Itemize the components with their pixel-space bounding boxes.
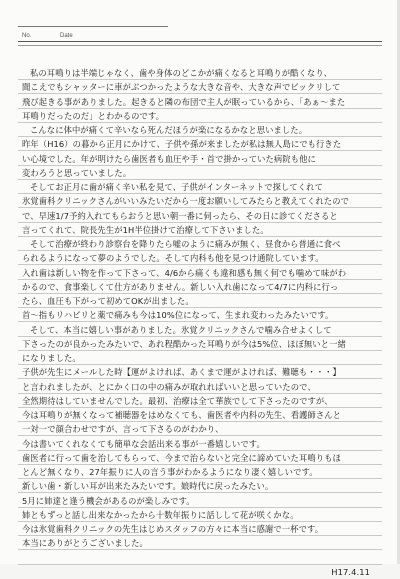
letter-date: H17.4.11	[331, 566, 370, 577]
header-top-line	[18, 26, 168, 27]
letter-line: 本当にありがとうございました。	[22, 538, 148, 549]
letter-line: 子供が先生にメールした時【運がよければ、あくまで運がよければ、難聴も・・・】	[22, 367, 341, 378]
letter-line: 全然期待はしていませんでした。最初、治療は全て華族でして下さったのですが、	[22, 395, 333, 406]
letter-line: 昨年（H16）の暮から正月にかけて、子供や孫が来ましたが私は無人島にでも行きた	[22, 139, 342, 150]
letter-line: と言われましたが、とにかく口の中の痛みが取れればいいと思っていたので、	[22, 381, 316, 392]
letter-line: 新しい歯・新しい耳が出来たみたいです。娘時代に戻ったみたい。	[22, 481, 274, 492]
letter-line: こんなに体中が痛くて辛いなら死んだほうが楽になるかなと思いました。	[30, 125, 308, 135]
letter-line: 今は書いてくれなくても簡単な会話出来る事が一番嬉しいです。	[22, 438, 265, 449]
letter-line: 5月に姉達と逢う機会があるのが楽しみです。	[22, 495, 195, 506]
date-label: Date	[60, 33, 73, 39]
header-second-line	[18, 45, 382, 46]
letter-line: 飛び起きる事がありました。起きると隣の布団で主人が眠っているから、「あぁ～また	[22, 96, 346, 107]
letter-line: 言ってくれて、院長先生が1H半位掛けて治療して下さいました。	[22, 224, 269, 235]
letter-line: 一対一で顔合わせですが、言って下さるのがわかり、	[22, 424, 224, 435]
letter-line: 今は耳鳴りが無くなって補聴器をはめなくても、歯医者や内科の先生、看護師さんと	[22, 410, 342, 420]
letter-line: 変わろうと思っていました。	[22, 167, 132, 178]
letter-line: られるようになって夢のようでした。そして内科も他を見つけ通院しています。	[22, 253, 324, 264]
letter-line: 姉ともずっと話し出来なかったから十数年振りに話しして花が咲くかな。	[22, 509, 299, 520]
letter-line	[22, 551, 382, 565]
letter-line: 私の耳鳴りは半端じゃなく、歯や身体のどこかが痛くなると耳鳴りが酷くなり、	[30, 68, 333, 78]
letter-line: 歯医者に行って歯を治してもらって、今まで治らないと完全に諦めていた耳鳴りもほ	[22, 452, 341, 463]
letter-line: 耳鳴りだったのだ」とわかるのです。	[22, 110, 165, 121]
letter-line: そして、本当に嬉しい事がありました。氷覚クリニックさんで噛み合せよくして	[30, 324, 332, 335]
letter-line: とんど無くなり、27年振りに人の言う事がわかるようになり凄く嬉しいです。	[22, 467, 318, 477]
letter-line: 氷覚歯科クリニックさんがいいみたいだから一度お願いしてみたらと教えてくれたので	[22, 196, 349, 207]
letter-line: 入れ歯は新しい物を作って下さって、4/6から痛くも違和感も無く何でも噛めて味がわ	[22, 267, 347, 278]
letter-line: そして治療が終わり診察台を降りたら嘘のように痛みが無く、昼食から普通に食べ	[30, 239, 341, 249]
letter-line: で、早速1/7予約入れてもらおうと思い朝一番に伺ったら、その日に診てくださると	[22, 210, 338, 221]
letter-line: 首～指もリハビリと薬で痛みも今は10%位になって、生まれ変わったみたいです。	[22, 310, 334, 321]
letter-line: 今は氷覚歯科クリニックの先生はじめスタッフの方々に本当に感謝で一杯です。	[22, 524, 324, 534]
no-label: No.	[22, 33, 32, 39]
letter-line: たら、血圧も下がって初めてOKが出ました。	[22, 296, 194, 306]
letter-body	[22, 66, 382, 579]
letter-line: 聞こえでもシャッターに車がぶつかったような大きな音や、大きな声でビックリして	[22, 82, 341, 93]
header-underline	[18, 41, 382, 42]
letter-line: そしてお正月に歯が痛く辛い私を見て、子供がインターネットで探してくれて	[30, 182, 323, 192]
letter-line: 下さったのが良かったみたいで、あれ程酷かった耳鳴りが今は5%位、ほぼ無いと一緒	[22, 338, 346, 349]
letter-line: かるので、食事楽しくて仕方がありません。新しい入れ歯になって4/7に内科に行っ	[22, 281, 339, 292]
letter-line: になりました。	[22, 353, 81, 363]
letter-line: い心境でした。年が明けたら歯医者も血圧や手・首で掛かっていた病院も他に	[22, 153, 316, 164]
